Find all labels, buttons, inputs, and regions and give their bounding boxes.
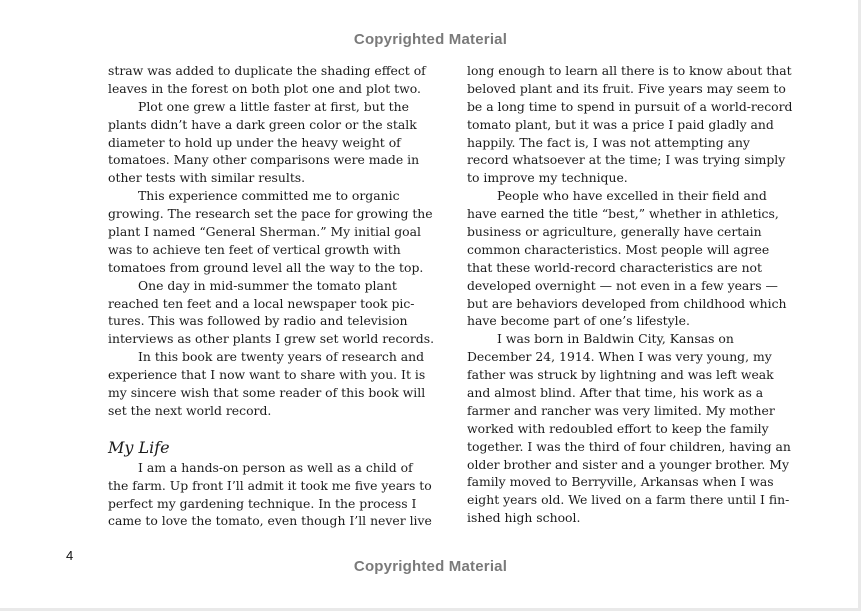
- text-line: long enough to learn all there is to know about that: [467, 63, 792, 78]
- text-line: tures. This was followed by radio and television: [108, 313, 408, 329]
- text-line: was to achieve ten feet of vertical growth with: [108, 241, 401, 257]
- text-line: beloved plant and its fruit. Five years may seem to: [467, 80, 786, 96]
- text-line: family moved to Berryville, Arkansas when I was: [467, 474, 774, 490]
- paragraph: [108, 62, 440, 98]
- text-line: have earned the title “best,” whether in athletics,: [467, 206, 779, 222]
- text-line: Plot one grew a little faster at first, but the: [138, 98, 409, 114]
- text-line: perfect my gardening technique. In the process I: [108, 495, 417, 511]
- text-line: set the next world record.: [108, 402, 272, 418]
- left-after-heading: [108, 459, 440, 531]
- text-line: that these world-record characteristics are not: [467, 259, 762, 275]
- right-text-column: [467, 62, 799, 527]
- text-line: diameter to hold up under the heavy weight of: [108, 134, 401, 150]
- text-line: experience that I now want to share with you. It is: [108, 367, 426, 383]
- text-line: eight years old. We lived on a farm there until I fin-: [467, 492, 790, 508]
- text-line: plant I named “General Sherman.” My initial goal: [108, 224, 421, 240]
- text-line: older brother and sister and a younger brother. My: [467, 456, 789, 472]
- text-line: common characteristics. Most people will agree: [467, 241, 770, 257]
- text-line: One day in mid-summer the tomato plant: [138, 277, 397, 293]
- text-line: plants didn’t have a dark green color or the stalk: [108, 116, 417, 132]
- text-line: I was born in Baldwin City, Kansas on: [497, 331, 734, 347]
- paragraph: [108, 277, 440, 349]
- text-line: worked with redoubled effort to keep the family: [467, 420, 769, 436]
- paragraph: [108, 459, 440, 531]
- paragraph: [108, 348, 440, 420]
- text-line: interviews as other plants I grew set world records.: [108, 331, 435, 347]
- section-heading-my-life: My Life: [108, 437, 170, 457]
- text-line: record whatsoever at the time; I was trying simply: [467, 152, 786, 168]
- paragraph: [108, 98, 440, 187]
- text-line: developed overnight — not even in a few years —: [467, 277, 778, 293]
- copyright-watermark-bottom: Copyrighted Material: [353, 558, 508, 575]
- text-line: This experience committed me to organic: [138, 188, 400, 204]
- text-line: People who have excelled in their field and: [497, 188, 767, 204]
- text-line: tomatoes. Many other comparisons were made in: [108, 152, 420, 168]
- paragraph: [467, 62, 799, 187]
- text-line: leaves in the forest on both plot one and plot two.: [108, 80, 421, 96]
- text-line: other tests with similar results.: [108, 170, 306, 186]
- text-line: farmer and rancher was very limited. My mother: [467, 402, 775, 418]
- paragraph: [108, 187, 440, 276]
- text-line: be a long time to spend in pursuit of a world-record: [467, 98, 793, 114]
- text-line: growing. The research set the pace for growing the: [108, 206, 433, 222]
- page-number: 4: [66, 548, 74, 563]
- text-line: and almost blind. After that time, his work as a: [467, 385, 764, 401]
- text-line: I am a hands-on person as well as a child of: [138, 459, 413, 475]
- text-line: ished high school.: [467, 510, 581, 526]
- text-line: tomatoes from ground level all the way to the top.: [108, 259, 424, 275]
- text-line: my sincere wish that some reader of this book will: [108, 385, 426, 401]
- right-paragraphs: [467, 62, 799, 527]
- paragraph: [467, 187, 799, 330]
- text-line: business or agriculture, generally have certain: [467, 224, 762, 240]
- text-line: In this book are twenty years of research and: [138, 349, 425, 365]
- text-line: came to love the tomato, even though I’ll never live: [108, 513, 432, 529]
- text-line: to improve my technique.: [467, 170, 628, 186]
- text-line: father was struck by lightning and was left weak: [467, 367, 774, 383]
- copyright-watermark-top: Copyrighted Material: [353, 31, 508, 48]
- text-line: tomato plant, but it was a price I paid gladly and: [467, 116, 774, 132]
- text-line: straw was added to duplicate the shading effect of: [108, 63, 426, 78]
- text-line: December 24, 1914. When I was very young, my: [467, 349, 772, 365]
- paragraph: [467, 330, 799, 527]
- text-line: but are behaviors developed from childhood which: [467, 295, 787, 311]
- text-line: reached ten feet and a local newspaper took pic-: [108, 295, 415, 311]
- left-text-column: [108, 62, 440, 530]
- text-line: happily. The fact is, I was not attempting any: [467, 134, 750, 150]
- text-line: together. I was the third of four children, having an: [467, 438, 791, 454]
- left-paragraphs: [108, 62, 440, 420]
- text-line: the farm. Up front I’ll admit it took me five years to: [108, 477, 432, 493]
- text-line: have become part of one’s lifestyle.: [467, 313, 690, 329]
